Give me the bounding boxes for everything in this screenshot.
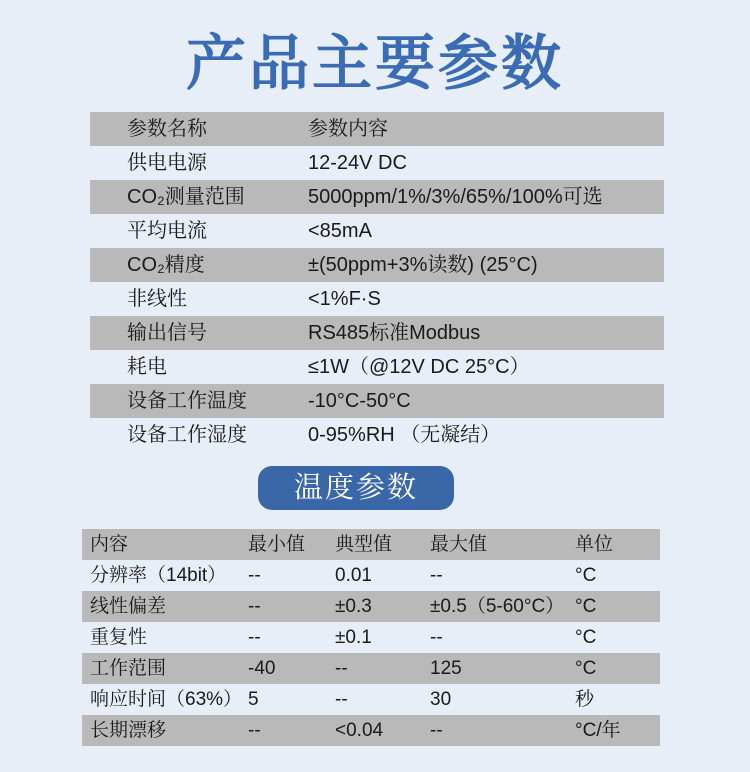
table-row: [82, 715, 660, 746]
typical-value: --: [335, 689, 348, 710]
table-row: [90, 180, 664, 214]
typical-value: 0.01: [335, 565, 372, 586]
row-value: 12-24V DC: [308, 152, 407, 174]
main-params-table: [90, 112, 664, 452]
row-value: RS485标准Modbus: [308, 322, 481, 344]
row-value: ±(50ppm+3%读数) (25°C): [308, 254, 538, 276]
row-label: 工作范围: [90, 658, 167, 679]
table-row: [82, 560, 660, 591]
table-row: [82, 591, 660, 622]
min-value: --: [248, 565, 261, 586]
row-label: 分辨率（14bit）: [90, 565, 227, 586]
table-row: [90, 282, 664, 316]
unit-value: °C: [575, 596, 597, 617]
unit-value: 秒: [575, 689, 595, 710]
row-label: 输出信号: [127, 322, 207, 344]
row-value: 5000ppm/1%/3%/65%/100%可选: [308, 186, 603, 208]
table-row: [90, 214, 664, 248]
typical-value: ±0.3: [335, 596, 372, 617]
min-value: --: [248, 720, 261, 741]
row-value: -10°C-50°C: [308, 390, 411, 412]
unit-value: °C: [575, 565, 597, 586]
column-header-content: 内容: [90, 534, 129, 555]
typical-value: <0.04: [335, 720, 384, 741]
min-value: -40: [248, 658, 276, 679]
max-value: --: [430, 627, 443, 648]
typical-value: ±0.1: [335, 627, 372, 648]
row-value: 0-95%RH （无凝结）: [308, 424, 501, 446]
row-label: 重复性: [90, 627, 148, 648]
min-value: --: [248, 627, 261, 648]
max-value: 30: [430, 689, 452, 710]
row-label: CO₂精度: [127, 254, 205, 276]
row-label: 平均电流: [127, 220, 207, 242]
typical-value: --: [335, 658, 348, 679]
row-label: 供电电源: [127, 152, 207, 174]
min-value: 5: [248, 689, 259, 710]
row-label: 设备工作湿度: [127, 424, 247, 446]
column-header-max: 最大值: [430, 534, 488, 555]
table-row: [90, 146, 664, 180]
table-row: [90, 384, 664, 418]
table-row: [82, 653, 660, 684]
table-row: [90, 316, 664, 350]
row-label: 长期漂移: [90, 720, 167, 741]
row-value: <1%F·S: [308, 288, 381, 310]
temp-table-header-row: [82, 529, 660, 560]
row-label: CO₂测量范围: [127, 186, 245, 208]
column-header-unit: 单位: [575, 534, 614, 555]
table-row: [82, 622, 660, 653]
table-row: [90, 418, 664, 452]
temperature-params-table: [82, 529, 660, 746]
column-header-typical: 典型值: [335, 534, 393, 555]
row-value: ≤1W（@12V DC 25°C）: [308, 356, 530, 378]
row-label: 耗电: [127, 356, 167, 378]
row-label: 响应时间（63%）: [90, 689, 243, 710]
min-value: --: [248, 596, 261, 617]
page-title: 产品主要参数: [186, 30, 564, 97]
main-table-header-row: [90, 112, 664, 146]
max-value: ±0.5（5-60°C）: [430, 596, 565, 617]
table-row: [90, 350, 664, 384]
column-header-param-name: 参数名称: [127, 118, 207, 140]
unit-value: °C: [575, 627, 597, 648]
column-header-min: 最小值: [248, 534, 306, 555]
table-row: [82, 684, 660, 715]
max-value: 125: [430, 658, 462, 679]
max-value: --: [430, 720, 443, 741]
row-label: 设备工作温度: [127, 390, 247, 412]
unit-value: °C/年: [575, 720, 621, 741]
temperature-section-badge: 温度参数: [258, 466, 454, 510]
table-row: [90, 248, 664, 282]
row-label: 非线性: [127, 288, 187, 310]
unit-value: °C: [575, 658, 597, 679]
row-value: <85mA: [308, 220, 372, 242]
max-value: --: [430, 565, 443, 586]
row-label: 线性偏差: [90, 596, 167, 617]
column-header-param-value: 参数内容: [308, 118, 388, 140]
